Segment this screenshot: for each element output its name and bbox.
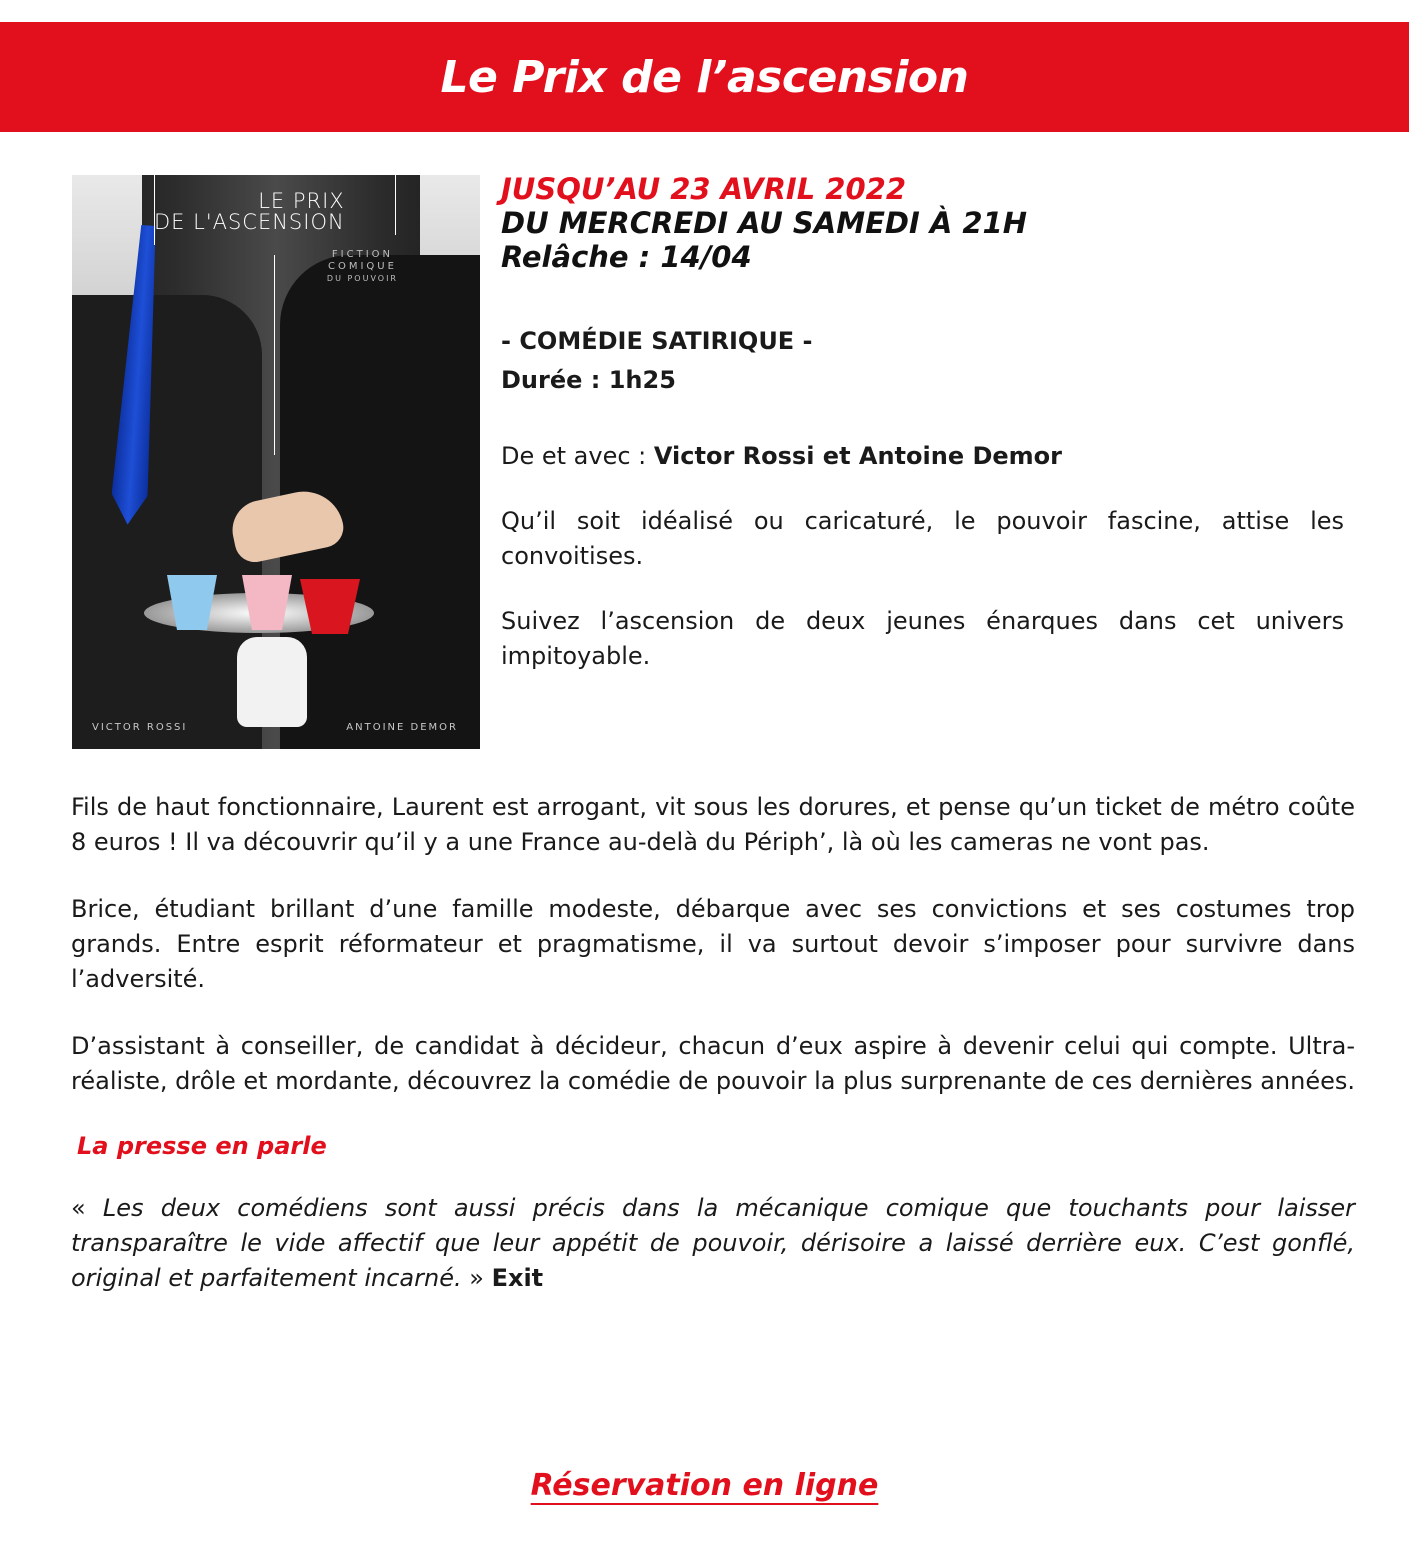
schedule: DU MERCREDI AU SAMEDI À 21H: [501, 206, 1028, 240]
synopsis: [71, 790, 1355, 1328]
poster-divider-line: [274, 255, 275, 455]
synopsis-paragraph: D’assistant à conseiller, de candidat à décideur, chacun d’eux aspire à devenir celui qui compte. Ultra-réaliste, drôle et mordante, découvrez la comédie de pouvoir la plus surprenante de ces dernières années.: [71, 1032, 1356, 1095]
poster-actor-right: ANTOINE DEMOR: [346, 722, 458, 733]
title-banner: [0, 22, 1409, 132]
intro-paragraph: Qu’il soit idéalisé ou caricaturé, le pouvoir fascine, attise les convoitises.: [501, 507, 1344, 570]
poster-subtitle-line: FICTION: [331, 249, 393, 260]
cast-prefix: De et avec :: [501, 442, 654, 470]
poster-divider-line: [395, 175, 396, 235]
press-heading: La presse en parle: [77, 1132, 327, 1160]
poster-subtitle-line: DU POUVOIR: [326, 274, 398, 283]
poster-title-line: DE L'ASCENSION: [154, 210, 345, 234]
poster-title: [154, 191, 345, 233]
synopsis-paragraph: Brice, étudiant brillant d’une famille modeste, débarque avec ses convictions et ses costumes trop grands. Entre esprit réformateur et pragmatisme, il va surtout devoir s’imposer pour survivre dans l’adversité.: [71, 895, 1355, 993]
run-dates: JUSQU’AU 23 AVRIL 2022: [501, 172, 907, 206]
page-title: Le Prix de l’ascension: [440, 51, 969, 103]
duration: Durée : 1h25: [501, 366, 676, 394]
quote-source: Exit: [491, 1264, 544, 1292]
show-info: [501, 172, 1344, 674]
poster-subtitle-line: COMIQUE: [327, 261, 397, 272]
show-poster: [72, 175, 480, 749]
intro-paragraph: Suivez l’ascension de deux jeunes énarques dans cet univers impitoyable.: [501, 607, 1344, 670]
quote-text: Les deux comédiens sont aussi précis dans la mécanique comique que touchants pour laisser transparaître le vide affectif que leur appétit de pouvoir, dérisoire a laissé derrière eux. C’est gonflé, original et parfaitement incarné.: [71, 1194, 1356, 1292]
reservation-area: [0, 1466, 1409, 1506]
cast-names: Victor Rossi et Antoine Demor: [653, 442, 1062, 470]
online-reservation-link[interactable]: Réservation en ligne: [530, 1468, 879, 1503]
genre: - COMÉDIE SATIRIQUE -: [501, 327, 813, 355]
open-quote: «: [71, 1194, 103, 1222]
relache: Relâche : 14/04: [501, 240, 752, 274]
close-quote: »: [461, 1264, 492, 1292]
poster-subtitle: [327, 249, 398, 285]
poster-actor-left: VICTOR ROSSI: [92, 722, 188, 733]
synopsis-paragraph: Fils de haut fonctionnaire, Laurent est arrogant, vit sous les dorures, et pense qu’un ticket de métro coûte 8 euros ! Il va découvrir qu’il y a une France au-delà du Périph’, là où les cameras ne vont pas.: [71, 793, 1355, 856]
press-quote: [71, 1191, 1355, 1296]
poster-white-glove: [237, 637, 307, 727]
poster-title-line: LE PRIX: [258, 189, 345, 213]
cast: [501, 436, 1344, 476]
